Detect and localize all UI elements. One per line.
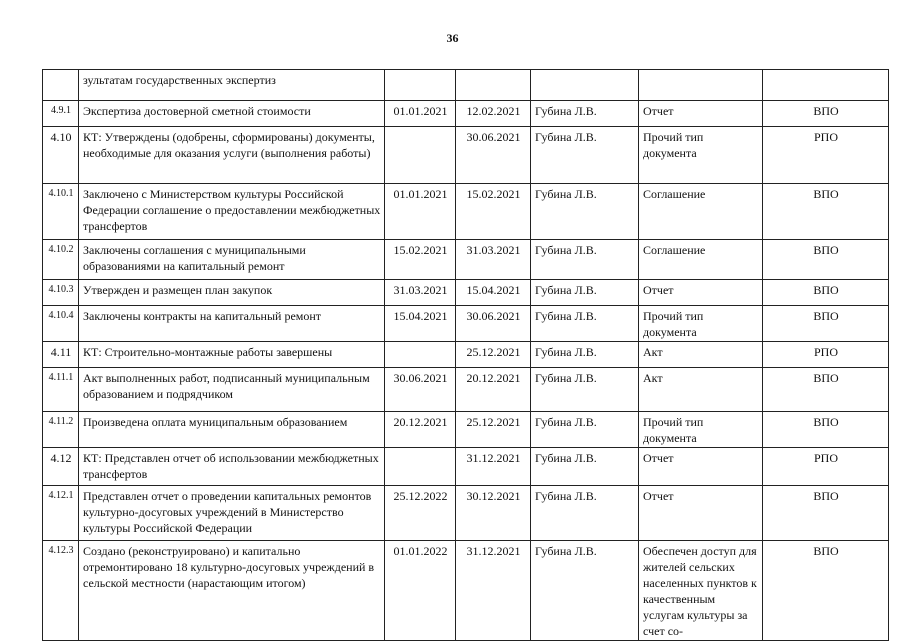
row-responsible-cell: Губина Л.В. — [531, 448, 639, 486]
row-end-date-cell: 25.12.2021 — [456, 342, 531, 368]
row-type-cell: ВПО — [763, 280, 889, 306]
row-number-cell: 4.12.1 — [43, 486, 79, 541]
row-end-date-cell: 30.06.2021 — [456, 127, 531, 184]
row-responsible-cell: Губина Л.В. — [531, 101, 639, 127]
row-description-cell: Представлен отчет о проведении капитальных ремонтов культурно-досуговых учреждений в Министерство культуры Российской Федерации — [79, 486, 385, 541]
row-description-cell: зультатам государственных экспертиз — [79, 70, 385, 101]
row-document-cell — [639, 70, 763, 101]
row-start-date-cell: 01.01.2021 — [385, 101, 456, 127]
plan-table-body — [43, 70, 889, 641]
row-type-cell: ВПО — [763, 306, 889, 342]
row-number-cell: 4.10.2 — [43, 240, 79, 280]
table-row — [43, 368, 889, 412]
row-start-date-cell: 01.01.2022 — [385, 541, 456, 641]
row-number-cell: 4.10.4 — [43, 306, 79, 342]
row-start-date-cell — [385, 70, 456, 101]
row-end-date-cell: 30.06.2021 — [456, 306, 531, 342]
row-description-cell: Экспертиза достоверной сметной стоимости — [79, 101, 385, 127]
row-type-cell: ВПО — [763, 184, 889, 240]
row-number-cell: 4.11.2 — [43, 412, 79, 448]
row-type-cell: РПО — [763, 127, 889, 184]
row-responsible-cell: Губина Л.В. — [531, 280, 639, 306]
row-document-cell: Отчет — [639, 448, 763, 486]
row-end-date-cell: 20.12.2021 — [456, 368, 531, 412]
row-document-cell: Отчет — [639, 486, 763, 541]
row-responsible-cell: Губина Л.В. — [531, 541, 639, 641]
row-responsible-cell: Губина Л.В. — [531, 486, 639, 541]
row-type-cell: ВПО — [763, 486, 889, 541]
row-number-cell — [43, 70, 79, 101]
row-end-date-cell: 31.12.2021 — [456, 541, 531, 641]
row-document-cell: Обеспечен доступ для жителей сельских населенных пунктов к качественным услугам культуры за счет со- — [639, 541, 763, 641]
table-row — [43, 541, 889, 641]
table-row — [43, 101, 889, 127]
row-responsible-cell: Губина Л.В. — [531, 127, 639, 184]
row-end-date-cell: 15.04.2021 — [456, 280, 531, 306]
row-type-cell — [763, 70, 889, 101]
row-responsible-cell — [531, 70, 639, 101]
table-row — [43, 240, 889, 280]
row-responsible-cell: Губина Л.В. — [531, 184, 639, 240]
row-type-cell: ВПО — [763, 412, 889, 448]
row-document-cell: Соглашение — [639, 240, 763, 280]
row-description-cell: Утвержден и размещен план закупок — [79, 280, 385, 306]
row-end-date-cell: 31.03.2021 — [456, 240, 531, 280]
page-number: 36 — [446, 31, 459, 45]
row-number-cell: 4.10 — [43, 127, 79, 184]
row-number-cell: 4.10.3 — [43, 280, 79, 306]
row-responsible-cell: Губина Л.В. — [531, 368, 639, 412]
row-description-cell: КТ: Утверждены (одобрены, сформированы) документы, необходимые для оказания услуги (выполнения работы) — [79, 127, 385, 184]
row-description-cell: Заключены соглашения с муниципальными образованиями на капитальный ремонт — [79, 240, 385, 280]
row-number-cell: 4.9.1 — [43, 101, 79, 127]
row-start-date-cell: 15.02.2021 — [385, 240, 456, 280]
table-row — [43, 70, 889, 101]
row-description-cell: Заключены контракты на капитальный ремонт — [79, 306, 385, 342]
row-number-cell: 4.11.1 — [43, 368, 79, 412]
table-row — [43, 306, 889, 342]
row-end-date-cell: 31.12.2021 — [456, 448, 531, 486]
table-row — [43, 342, 889, 368]
row-number-cell: 4.12 — [43, 448, 79, 486]
row-type-cell: ВПО — [763, 541, 889, 641]
row-start-date-cell: 31.03.2021 — [385, 280, 456, 306]
table-row — [43, 127, 889, 184]
row-description-cell: КТ: Представлен отчет об использовании межбюджетных трансфертов — [79, 448, 385, 486]
row-start-date-cell: 30.06.2021 — [385, 368, 456, 412]
row-responsible-cell: Губина Л.В. — [531, 412, 639, 448]
row-responsible-cell: Губина Л.В. — [531, 306, 639, 342]
row-start-date-cell: 25.12.2022 — [385, 486, 456, 541]
row-document-cell: Акт — [639, 368, 763, 412]
row-number-cell: 4.10.1 — [43, 184, 79, 240]
row-end-date-cell: 30.12.2021 — [456, 486, 531, 541]
row-type-cell: РПО — [763, 342, 889, 368]
row-description-cell: Заключено с Министерством культуры Российской Федерации соглашение о предоставлении межбюджетных трансфертов — [79, 184, 385, 240]
row-document-cell: Отчет — [639, 280, 763, 306]
table-row — [43, 184, 889, 240]
row-end-date-cell: 25.12.2021 — [456, 412, 531, 448]
row-number-cell: 4.11 — [43, 342, 79, 368]
row-start-date-cell — [385, 127, 456, 184]
row-type-cell: ВПО — [763, 240, 889, 280]
row-document-cell: Прочий тип документа — [639, 127, 763, 184]
row-number-cell: 4.12.3 — [43, 541, 79, 641]
plan-table — [42, 69, 889, 641]
table-row — [43, 412, 889, 448]
row-start-date-cell — [385, 448, 456, 486]
row-type-cell: РПО — [763, 448, 889, 486]
row-responsible-cell: Губина Л.В. — [531, 342, 639, 368]
row-start-date-cell: 15.04.2021 — [385, 306, 456, 342]
table-row — [43, 448, 889, 486]
row-document-cell: Прочий тип документа — [639, 306, 763, 342]
row-type-cell: ВПО — [763, 101, 889, 127]
row-document-cell: Отчет — [639, 101, 763, 127]
row-responsible-cell: Губина Л.В. — [531, 240, 639, 280]
row-start-date-cell — [385, 342, 456, 368]
row-end-date-cell: 12.02.2021 — [456, 101, 531, 127]
row-description-cell: Акт выполненных работ, подписанный муниципальным образованием и подрядчиком — [79, 368, 385, 412]
row-start-date-cell: 01.01.2021 — [385, 184, 456, 240]
row-start-date-cell: 20.12.2021 — [385, 412, 456, 448]
row-end-date-cell: 15.02.2021 — [456, 184, 531, 240]
row-description-cell: Создано (реконструировано) и капитально отремонтировано 18 культурно-досуговых учреждений в сельской местности (нарастающим итогом) — [79, 541, 385, 641]
table-row — [43, 280, 889, 306]
row-type-cell: ВПО — [763, 368, 889, 412]
row-document-cell: Прочий тип документа — [639, 412, 763, 448]
row-document-cell: Соглашение — [639, 184, 763, 240]
table-row — [43, 486, 889, 541]
row-document-cell: Акт — [639, 342, 763, 368]
row-description-cell: Произведена оплата муниципальным образованием — [79, 412, 385, 448]
row-description-cell: КТ: Строительно-монтажные работы завершены — [79, 342, 385, 368]
row-end-date-cell — [456, 70, 531, 101]
